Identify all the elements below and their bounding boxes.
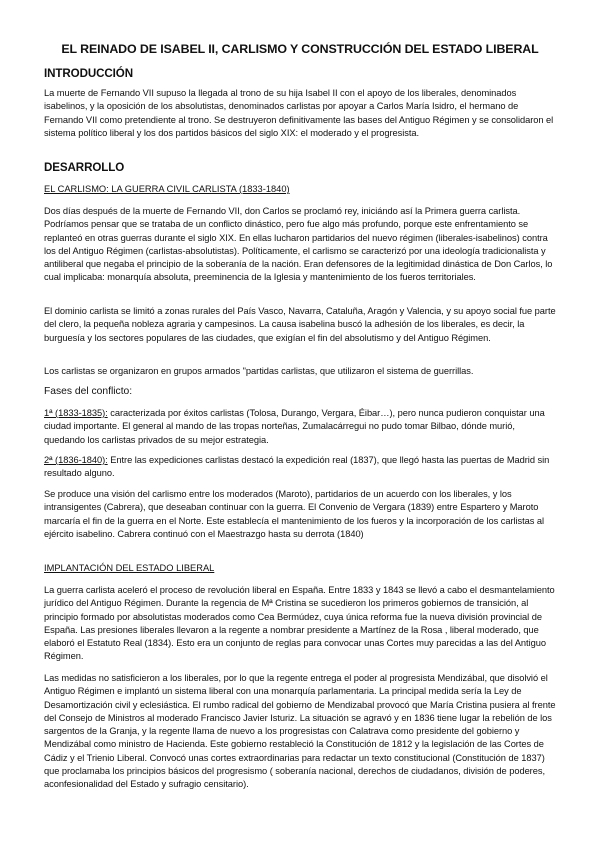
carlismo-subheading: EL CARLISMO: LA GUERRA CIVIL CARLISTA (1833-1840) (44, 184, 290, 194)
fase-1-text: caracterizada por éxitos carlistas (Tolosa, Durango, Vergara, Éibar…), pero nunca pudieron conquistar una ciudad importante. El general al mando de las tropas norteñas, Zumalacárregui no pudo tomar Bilbao, dónde murió, quedando los carlistas privados de su mejor estrategia. (44, 408, 545, 445)
fase-2-label: 2ª (1836-1840): (44, 455, 108, 465)
intro-paragraph: La muerte de Fernando VII supuso la llegada al trono de su hija Isabel II con el apoyo de los liberales, denominados isabelinos, y la oposición de los absolutistas, denominados carlistas por apoyar a Carlos María Isidro, el hermano de Fernando VII como pretendiente al trono. Se destruyeron definitivamente las bases del Antiguo Régimen y se consolidaron el sistema político liberal y los dos partidos básicos del siglo XIX: el moderado y el progresista. (44, 88, 554, 138)
implantacion-subheading: IMPLANTACIÓN DEL ESTADO LIBERAL (44, 563, 215, 573)
fase-1-paragraph (44, 407, 556, 447)
carlismo-paragraph-3: Los carlistas se organizaron en grupos armados "partidas carlistas, que utilizaron el sistema de guerrillas. (44, 366, 474, 376)
fases-label: Fases del conflicto: (44, 386, 133, 397)
intro-heading: INTRODUCCIÓN (44, 67, 133, 80)
document-title: EL REINADO DE ISABEL II, CARLISMO Y CONSTRUCCIÓN DEL ESTADO LIBERAL (61, 42, 539, 56)
implantacion-paragraph-1: La guerra carlista aceleró el proceso de revolución liberal en España. Entre 1833 y 1843 se llevó a cabo el desmantelamiento jurídico del Antiguo Régimen. Durante la regencia de Mª Cristina se sucedieron los primeros gobiernos de transición, al principio formado por absolutistas moderados como Cea Bermúdez, cuya única reforma fue la nueva división provincial de España. Las presiones liberales llevaron a la regente a nombrar presidente a Martínez de la Rosa , liberal moderado, que elaboró el Estatuto Real (1834). Esto era un conjunto de reglas para convocar unas Cortes muy parecidas a las del Antiguo Régimen. (44, 585, 555, 662)
carlismo-paragraph-4: Se produce una visión del carlismo entre los moderados (Maroto), partidarios de un acuerdo con los liberales, y los intransigentes (Cabrera), que deseaban continuar con la guerra. El Convenio de Vergara (1839) entre Espartero y Maroto marcaría el fin de la guerra en el Norte. Este establecía el mantenimiento de los fueros y la incorporación de los carlistas al ejército isabelino. Cabrera continuó con el Maestrazgo hasta su derrota (1840) (44, 489, 545, 539)
fase-2-text: Entre las expediciones carlistas destacó la expedición real (1837), que llegó hasta las puertas de Madrid sin resultado alguno. (44, 455, 550, 479)
implantacion-paragraph-2: Las medidas no satisficieron a los liberales, por lo que la regente entrega el poder al progresista Mendizábal, que disolvió el Antiguo Régimen e implantó un sistema liberal con una monarquía parlamentaria. La principal medida sería la Ley de Desamortización civil y eclesiástica. El rumbo radical del gobierno de Mendizabal provocó que María Cristina pusiera al frente del Consejo de Ministros al moderado Francisco Javier Isturiz. La situación se agravó y en 1836 tiene lugar la rebelión de los sargentos de la Granja, y la regente llama de nuevo a los progresistas con Calatrava como presidente del gobierno y Mendizábal como ministro de Hacienda. Este gobierno restableció la Constitución de 1812 y la legislación de las Cortes de Cádiz y el Trienio Liberal. Convocó unas cortes extraordinarias para redactar un texto constitucional (Constitución de 1837) que proclamaba los principios básicos del progresismo ( soberanía nacional, derechos de ciudadanos, división de poderes, aconfesionalidad del Estado y sufragio censitario). (44, 673, 556, 790)
carlismo-paragraph-2: El dominio carlista se limitó a zonas rurales del País Vasco, Navarra, Cataluña, Aragón y Valencia, y su apoyo social fue parte del clero, la pequeña nobleza agraria y campesinos. La causa isabelina buscó la adhesión de los liberales, es decir, la burguesía y los sectores populares de las ciudades, que exigían el fin del absolutismo y del Antiguo Régimen. (44, 306, 556, 343)
carlismo-paragraph-1: Dos días después de la muerte de Fernando VII, don Carlos se proclamó rey, iniciándo así la Primera guerra carlista. Podríamos pensar que se trataba de un conflicto dinástico, pero fue algo más profundo, porque este enfrentamiento se replanteó en otras guerras durante el siglo XIX. En ellas lucharon partidarios del nuevo régimen (liberales-isabelinos) contra los del Antiguo Régimen (carlistas-absolutistas). Políticamente, el carlismo se caracterizó por una ideología tradicionalista y antiliberal que negaba el principio de la soberanía de la nación. Eran defensores de la legitimidad dinástica de Don Carlos, lo cual implicaba: monarquía absoluta, preeminencia de la Iglesia y mantenimiento de los fueros territoriales. (44, 206, 553, 283)
fase-1-label: 1ª (1833-1835): (44, 408, 108, 418)
desarrollo-heading: DESARROLLO (44, 161, 125, 174)
fase-2-paragraph (44, 454, 556, 481)
